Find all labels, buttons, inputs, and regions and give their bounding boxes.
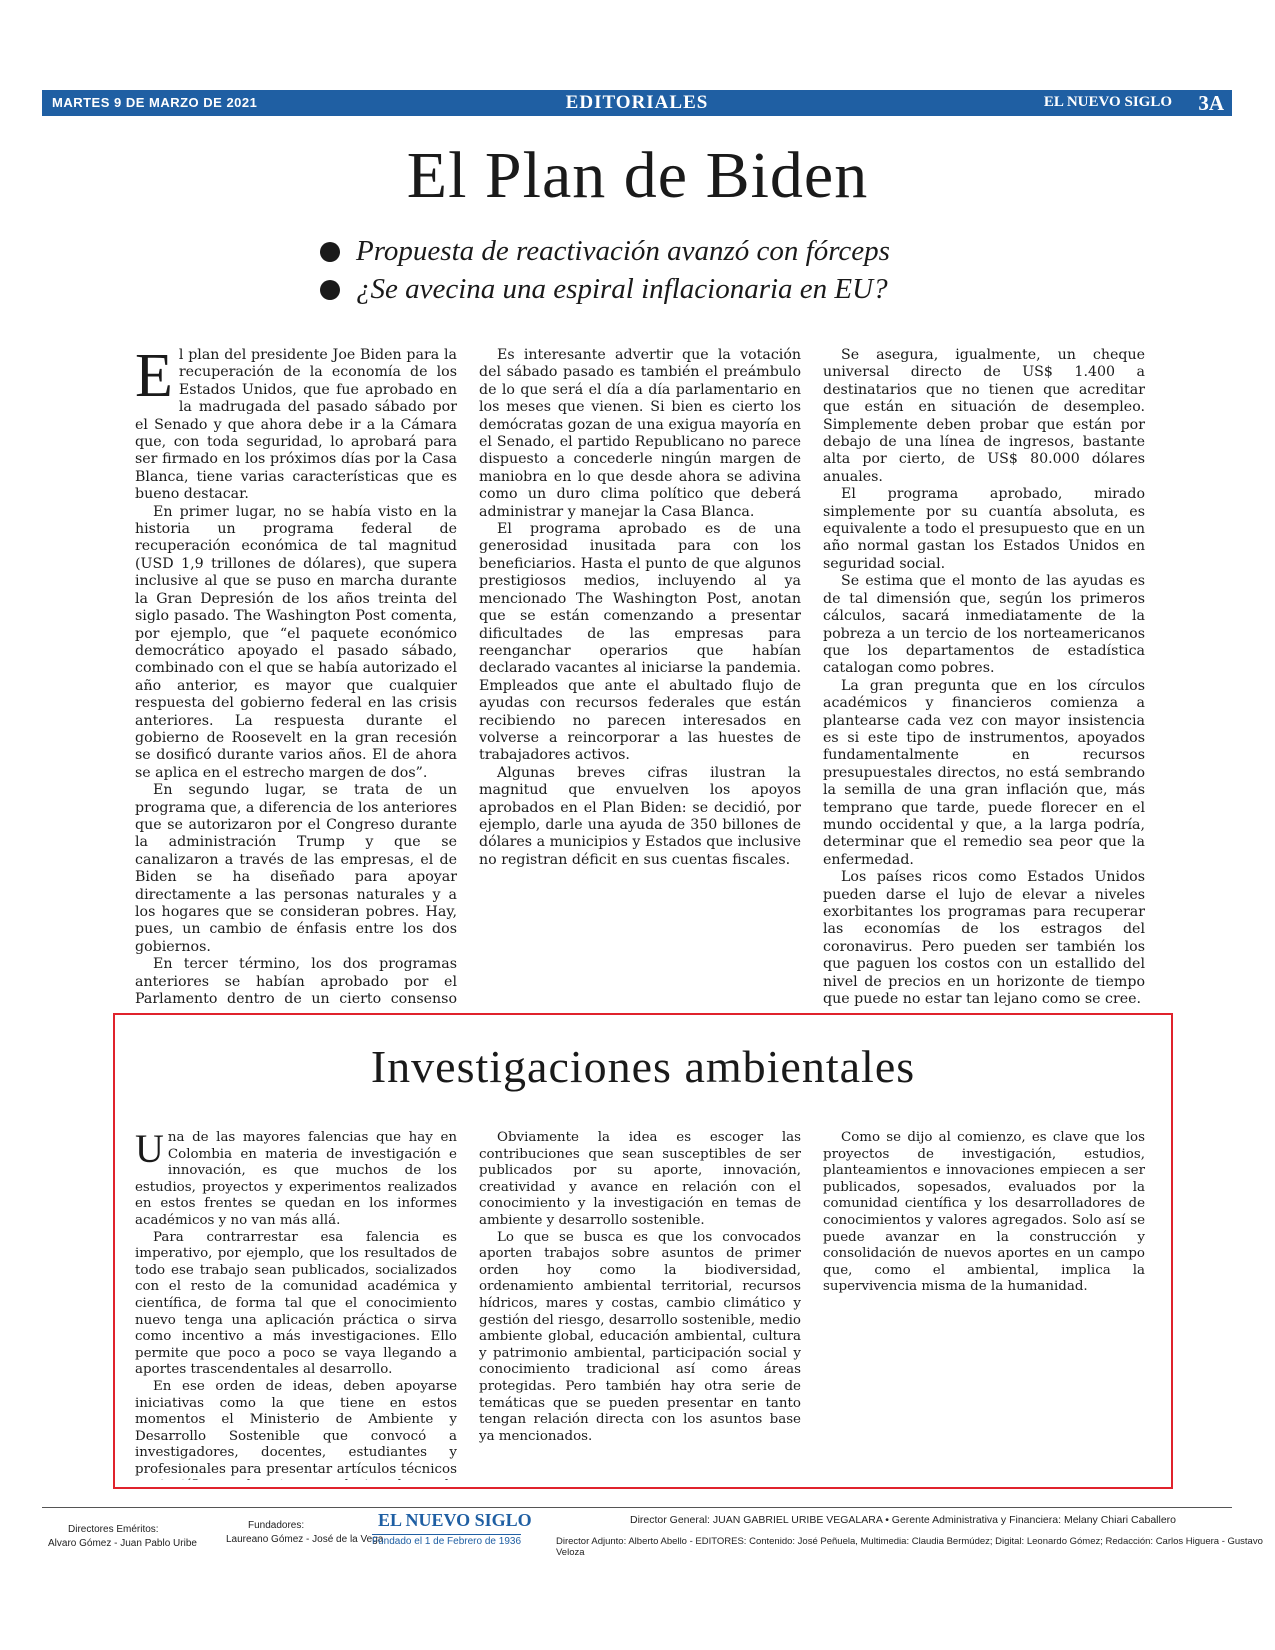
subtitle-line: [320, 232, 1120, 270]
editorial-body: [135, 347, 1145, 1007]
drop-cap: U: [135, 1130, 164, 1171]
emeritus-names: Alvaro Gómez - Juan Pablo Uribe: [48, 1538, 197, 1549]
column-1: [135, 347, 457, 1007]
editors-credits: Director Adjunto: Alberto Abello - EDITORES: Contenido: José Peñuela, Multimedia: Claudia Bermúdez; Digital: Leonardo Gómez; Redacción: Carlos Higuera - Gustavo Veloza: [556, 1536, 1263, 1558]
column-1: [135, 1130, 457, 1480]
editorial-title: El Plan de Biden: [406, 139, 869, 212]
bullet-icon: [320, 280, 340, 300]
paragraph: Como se dijo al comienzo, es clave que los proyectos de investigación, estudios, planteamientos e innovaciones empiecen a ser publicados, sopesados, evaluados por la comunidad científica y los desarrolladores de conocimientos y valores agregados. Solo así se puede avanzar en la construcción y consolidación de nuevos aportes en un campo que, como el ambiental, implica la supervivencia misma de la humanidad.: [823, 1130, 1145, 1295]
paragraph: Se estima que el monto de las ayudas es de tal dimensión que, según los primeros cálculos, sacará inmediatamente de la pobreza a un tercio de los norteamericanos que los departamentos de estadística catalogan como pobres.: [823, 573, 1145, 677]
column-2: [479, 347, 801, 1007]
paragraph: Para contrarrestar esa falencia es imperativo, por ejemplo, que los resultados de todo ese trabajo sean publicados, socializados con el resto de la comunidad académica y científica, de forma tal que el conocimiento nuevo tenga una aplicación práctica o sirva como incentivo a más investigaciones. Ello permite que poco a poco se vaya llegando a aportes trascendentales al desarrollo.: [135, 1229, 457, 1378]
paragraph: Los países ricos como Estados Unidos pueden darse el lujo de elevar a niveles exorbitantes los programas para recuperar las economías de los estragos del coronavirus. Pero pueden ser también los que paguen los costos con un estallido del nivel de precios en un horizonte de tiempo que puede no estar tan lejano como se cree.: [823, 869, 1145, 1007]
paragraph: Se asegura, igualmente, un cheque universal directo de US$ 1.400 a destinatarios que no tienen que acreditar que están en situación de desempleo. Simplemente deben probar que están por debajo de una línea de ingresos, bastante alta por cierto, de US$ 80.000 dólares anuales.: [823, 347, 1145, 485]
bullet-icon: [320, 242, 340, 262]
paragraph: Lo que se busca es que los convocados aporten trabajos sobre asuntos de primer orden hoy como la biodiversidad, ordenamiento ambiental territorial, recursos hídricos, mares y costas, cambio climático y gestión del riesgo, desarrollo sostenible, medio ambiente global, educación ambiental, cultura y patrimonio ambiental, participación social y conocimiento tradicional así como áreas protegidas. Pero también hay otra serie de temáticas que se pueden presentar en tanto tengan relación directa con los asuntos base ya mencionados.: [479, 1229, 801, 1444]
founded-date: Fundado el 1 de Febrero de 1936: [372, 1536, 521, 1547]
paragraph: El plan del presidente Joe Biden para la recuperación de la economía de los Estados Unidos, que fue aprobado en la madrugada del pasado sábado por el Senado y que ahora debe ir a la Cámara que, con toda seguridad, lo aprobará para ser firmado en los próximos días por la Casa Blanca, tiene varias características que es bueno destacar.: [135, 347, 457, 503]
page-header-bar: [42, 90, 1232, 116]
paragraph: Obviamente la idea es escoger las contribuciones que sean susceptibles de ser publicados por su aporte, innovación, creatividad y avance en relación con el conocimiento y la investigación en temas de ambiente y desarrollo sostenible.: [479, 1130, 801, 1228]
second-editorial-title: Investigaciones ambientales: [370, 1041, 916, 1092]
founders-names: Laureano Gómez - José de la Vega: [226, 1534, 384, 1545]
newspaper-logo: EL NUEVO SIGLO: [378, 1510, 532, 1530]
drop-cap: E: [135, 347, 173, 410]
column-3: [823, 1130, 1145, 1480]
paragraph: Algunas breves cifras ilustran la magnitud que envuelven los apoyos aprobados en el Plan Biden: se decidió, por ejemplo, darle una ayuda de 350 billones de dólares a municipios y Estados que inclusive no registran déficit en sus cuentas fiscales.: [479, 764, 801, 868]
director-credits: Director General: JUAN GABRIEL URIBE VEGALARA • Gerente Administrativa y Financiera: Melany Chiari Caballero: [630, 1514, 1176, 1526]
page-number: 3A: [1198, 91, 1224, 115]
footer-divider: [42, 1507, 1232, 1508]
column-2: [479, 1130, 801, 1480]
paragraph: En tercer término, los dos programas anteriores se habían aprobado por el Parlamento dentro de un cierto consenso: [135, 956, 457, 1007]
subtitle-text: Propuesta de reactivación avanzó con fórceps: [356, 235, 890, 267]
subtitle-line: [320, 270, 1120, 308]
paragraph: El programa aprobado es de una generosidad inusitada para con los beneficiarios. Hasta el punto de que algunos prestigiosos medios, incluyendo al ya mencionado The Washington Post, anotan que se están comenzando a presentar dificultades de las empresas para reenganchar operarios que habían declarado vacantes al iniciarse la pandemia. Empleados que ante el abultado flujo de ayudas con recursos federales que están recibiendo no parecen interesados en volverse a reincorporar a las huestes de trabajadores activos.: [479, 521, 801, 764]
founders-label: Fundadores:: [248, 1520, 305, 1531]
paragraph: En primer lugar, no se había visto en la historia un programa federal de recuperación económica de tal magnitud (USD 1,9 trillones de dólares), que supera inclusive al que se puso en marcha durante la Gran Depresión de los años treinta del siglo pasado. The Washington Post comenta, por ejemplo, que “el paquete económico democrático apoyado el pasado sábado, combinado con el que se había autorizado el año anterior, es mayor que cualquier respuesta del gobierno federal en las crisis anteriores. La respuesta durante el gobierno de Roosevelt en la gran recesión se dosificó durante varios años. El de ahora se aplica en el estrecho margen de dos”.: [135, 503, 457, 781]
emeritus-label: Directores Eméritos:: [68, 1524, 159, 1535]
issue-date: MARTES 9 DE MARZO DE 2021: [52, 95, 258, 110]
editorial-subtitles: [320, 232, 1120, 308]
second-editorial-body: [135, 1130, 1145, 1480]
paragraph: Una de las mayores falencias que hay en Colombia en materia de investigación e innovación, es que muchos de los estudios, proyectos y experimentos realizados en estos frentes se quedan en los informes académicos y no van más allá.: [135, 1130, 457, 1228]
section-title: EDITORIALES: [565, 92, 709, 113]
paragraph: El programa aprobado, mirado simplemente por su cuantía absoluta, es equivalente a todo el presupuesto que en un año normal gastan los Estados Unidos en seguridad social.: [823, 486, 1145, 572]
paragraph: La gran pregunta que en los círculos académicos y financieros comienza a plantearse cada vez con mayor insistencia es si este tipo de instrumentos, apoyados fundamentalmente en recursos presupuestales directos, no está sembrando la semilla de una gran inflación que, más temprano que tarde, puede florecer en el mundo occidental y que, a la larga podría, determinar que el remedio sea peor que la enfermedad.: [823, 677, 1145, 868]
newspaper-name: EL NUEVO SIGLO: [1043, 94, 1172, 110]
paragraph: En ese orden de ideas, deben apoyarse iniciativas como la que tiene en estos momentos el Ministerio de Ambiente y Desarrollo Sostenible que convocó a investigadores, docentes, estudiantes y profesionales para presentar artículos técnicos: [135, 1378, 457, 1477]
paragraph: Es interesante advertir que la votación del sábado pasado es también el preámbulo de lo que será el día a día parlamentario en los meses que vienen. Si bien es cierto los demócratas gozan de una exigua mayoría en el Senado, el partido Republicano no parece dispuesto a concederle ningún margen de maniobra en lo que desde ahora se adivina como un duro clima político que deberá administrar y manejar la Casa Blanca.: [479, 347, 801, 520]
column-3: [823, 347, 1145, 1007]
subtitle-text: ¿Se avecina una espiral inflacionaria en EU?: [356, 273, 888, 305]
paragraph: En segundo lugar, se trata de un programa que, a diferencia de los anteriores que se autorizaron por el Congreso durante la administración Trump y que se canalizaron a través de las empresas, el de Biden se ha diseñado para apoyar directamente a las personas naturales y a los hogares que se consideran pobres. Hay, pues, un cambio de énfasis entre los dos gobiernos.: [135, 782, 457, 955]
